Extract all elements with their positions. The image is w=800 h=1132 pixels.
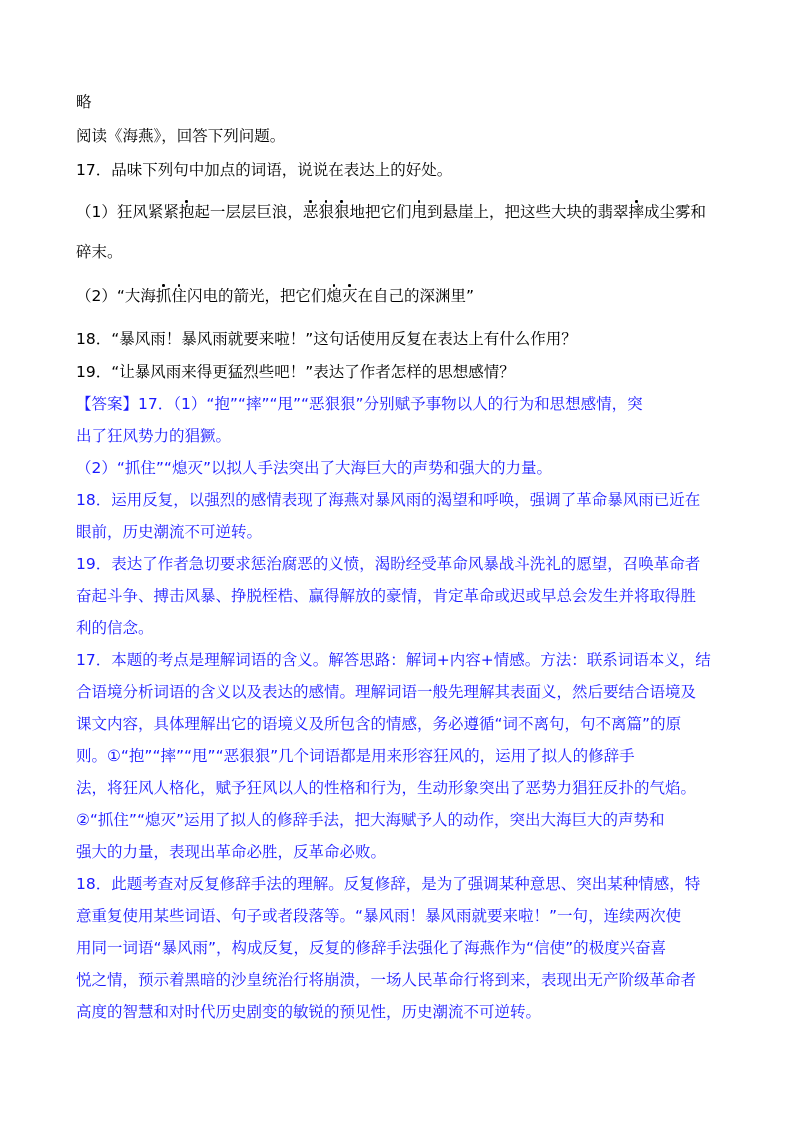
analysis-line <box>76 842 386 862</box>
sentence-text: 地把它们 <box>349 203 412 221</box>
analysis-line <box>76 810 665 830</box>
dotted-word: 抱 <box>178 203 195 221</box>
dotted-word: 熄 <box>326 287 342 305</box>
dotted-word: 狠 <box>333 203 350 221</box>
analysis-line <box>76 746 635 766</box>
analysis-text: 合语境分析词语的含义以及表达的感情。理解词语一般先理解其表面义，然后要结合语境及 <box>76 683 697 701</box>
question-18-text: 18．“暴风雨！暴风雨就要来啦！”这句话使用反复在表达上有什么作用？ <box>76 330 577 348</box>
analysis-text: 18．此题考查对反复修辞手法的理解。反复修辞，是为了强调某种意思、突出某种情感，特 <box>76 875 701 893</box>
analysis-text: 强大的力量，表现出革命必胜，反革命必败。 <box>76 843 387 861</box>
question-19 <box>76 362 515 382</box>
answer-text: 17．（1）“抱”“摔”“甩”“恶狠狠”分别赋予事物以人的行为和思想感情，突 <box>138 395 643 413</box>
answer-line <box>76 458 552 478</box>
answer-text: 19．表达了作者急切要求惩治腐恶的义愤，渴盼经受革命风暴战斗洗礼的愿望，召唤革命者 <box>76 555 701 573</box>
answer-text: （2）“抓住”“熄灭”以拟人手法突出了大海巨大的声势和强大的力量。 <box>76 459 552 477</box>
analysis-line <box>76 682 696 702</box>
analysis-text: 则。①“抱”“摔”“甩”“恶狠狠”几个词语都是用来形容狂风的，运用了拟人的修辞手 <box>76 747 635 765</box>
analysis-text: 高度的智慧和对时代历史剧变的敏锐的预见性，历史潮流不可逆转。 <box>76 1003 542 1021</box>
analysis-text: 悦之情，预示着黑暗的沙皇统治行将崩溃，一场人民革命行将到来，表现出无产阶级革命者 <box>76 971 697 989</box>
analysis-line <box>76 938 666 958</box>
analysis-text: 17．本题的考点是理解词语的含义。解答思路：解词+内容+情感。方法：联系词语本义，结 <box>76 651 711 669</box>
analysis-line <box>76 1002 541 1022</box>
analysis-line <box>76 970 696 990</box>
sentence-text: 在自己的深渊里” <box>357 287 475 305</box>
answer-text: 出了狂风势力的猖獗。 <box>76 427 232 445</box>
dotted-word: 狠 <box>318 203 334 221</box>
answer-line <box>76 586 696 606</box>
answer-tag: 【答案】 <box>76 395 139 413</box>
question-17-text: 17．品味下列句中加点的词语，说说在表达上的好处。 <box>76 161 453 179</box>
line-lue <box>76 92 92 112</box>
answer-line <box>76 426 231 446</box>
sentence-text: 起一层层巨浪， <box>194 203 303 221</box>
dotted-word: 恶 <box>302 203 319 221</box>
analysis-text: ②“抓住”“熄灭”运用了拟人的修辞手法，把大海赋予人的动作，突出大海巨大的声势和 <box>76 811 665 829</box>
answer-text: 奋起斗争、搏击风暴、挣脱桎梏、赢得解放的豪情，肯定革命或迟或早总会发生并将取得胜 <box>76 587 697 605</box>
question-18 <box>76 329 577 349</box>
answer-line <box>76 490 700 510</box>
dotted-word: 摔 <box>628 203 645 221</box>
answer-line <box>76 554 700 574</box>
question-17-sentence-1-cont <box>76 242 123 262</box>
dotted-word: 住 <box>171 287 187 305</box>
answer-text: 18．运用反复，以强烈的感情表现了海燕对暴风雨的渴望和呼唤，强调了革命暴风雨已近在 <box>76 491 701 509</box>
analysis-text: 课文内容，具体理解出它的语境义及所包含的情感，务必遵循“词不离句，句不离篇”的原 <box>76 715 682 733</box>
answer-text: 眼前，历史潮流不可逆转。 <box>76 523 263 541</box>
question-19-text: 19．“让暴风雨来得更猛烈些吧！”表达了作者怎样的思想感情？ <box>76 363 515 381</box>
answer-text: 利的信念。 <box>76 619 154 637</box>
analysis-line <box>76 714 681 734</box>
analysis-text: 意重复使用某些词语、句子或者段落等。“暴风雨！暴风雨就要来啦！”一句，连续两次使 <box>76 907 682 925</box>
analysis-text: 用同一词语“暴风雨”，构成反复，反复的修辞手法强化了海燕作为“信使”的极度兴奋喜 <box>76 939 667 957</box>
sentence-text: （2）“大海 <box>76 287 156 305</box>
analysis-line <box>76 906 681 926</box>
answer-line <box>76 618 154 638</box>
sentence-text: （1）狂风紧紧 <box>76 203 179 221</box>
question-17-sentence-2 <box>76 286 474 306</box>
analysis-text: 法，将狂风人格化，赋予狂风以人的性格和行为，生动形象突出了恶势力猖狂反扑的气焰。 <box>76 779 697 797</box>
sentence-text: 到悬崖上，把这些大块的翡翠 <box>426 203 629 221</box>
reading-instruction <box>76 126 285 146</box>
dotted-word: 抓 <box>155 287 172 305</box>
sentence-text: 碎末。 <box>76 243 123 261</box>
dotted-word: 甩 <box>411 203 427 221</box>
answer-line <box>76 522 262 542</box>
analysis-line <box>76 650 711 670</box>
dotted-word: 灭 <box>341 287 358 305</box>
analysis-line <box>76 778 696 798</box>
sentence-text: 成尘雾和 <box>644 203 707 221</box>
answer-header <box>76 394 643 414</box>
question-17 <box>76 160 452 180</box>
text-lue: 略 <box>76 93 92 111</box>
reading-instruction-text: 阅读《海燕》，回答下列问题。 <box>76 127 286 145</box>
sentence-text: 闪电的箭光，把它们 <box>186 287 327 305</box>
question-17-sentence-1 <box>76 202 706 222</box>
analysis-line <box>76 874 700 894</box>
